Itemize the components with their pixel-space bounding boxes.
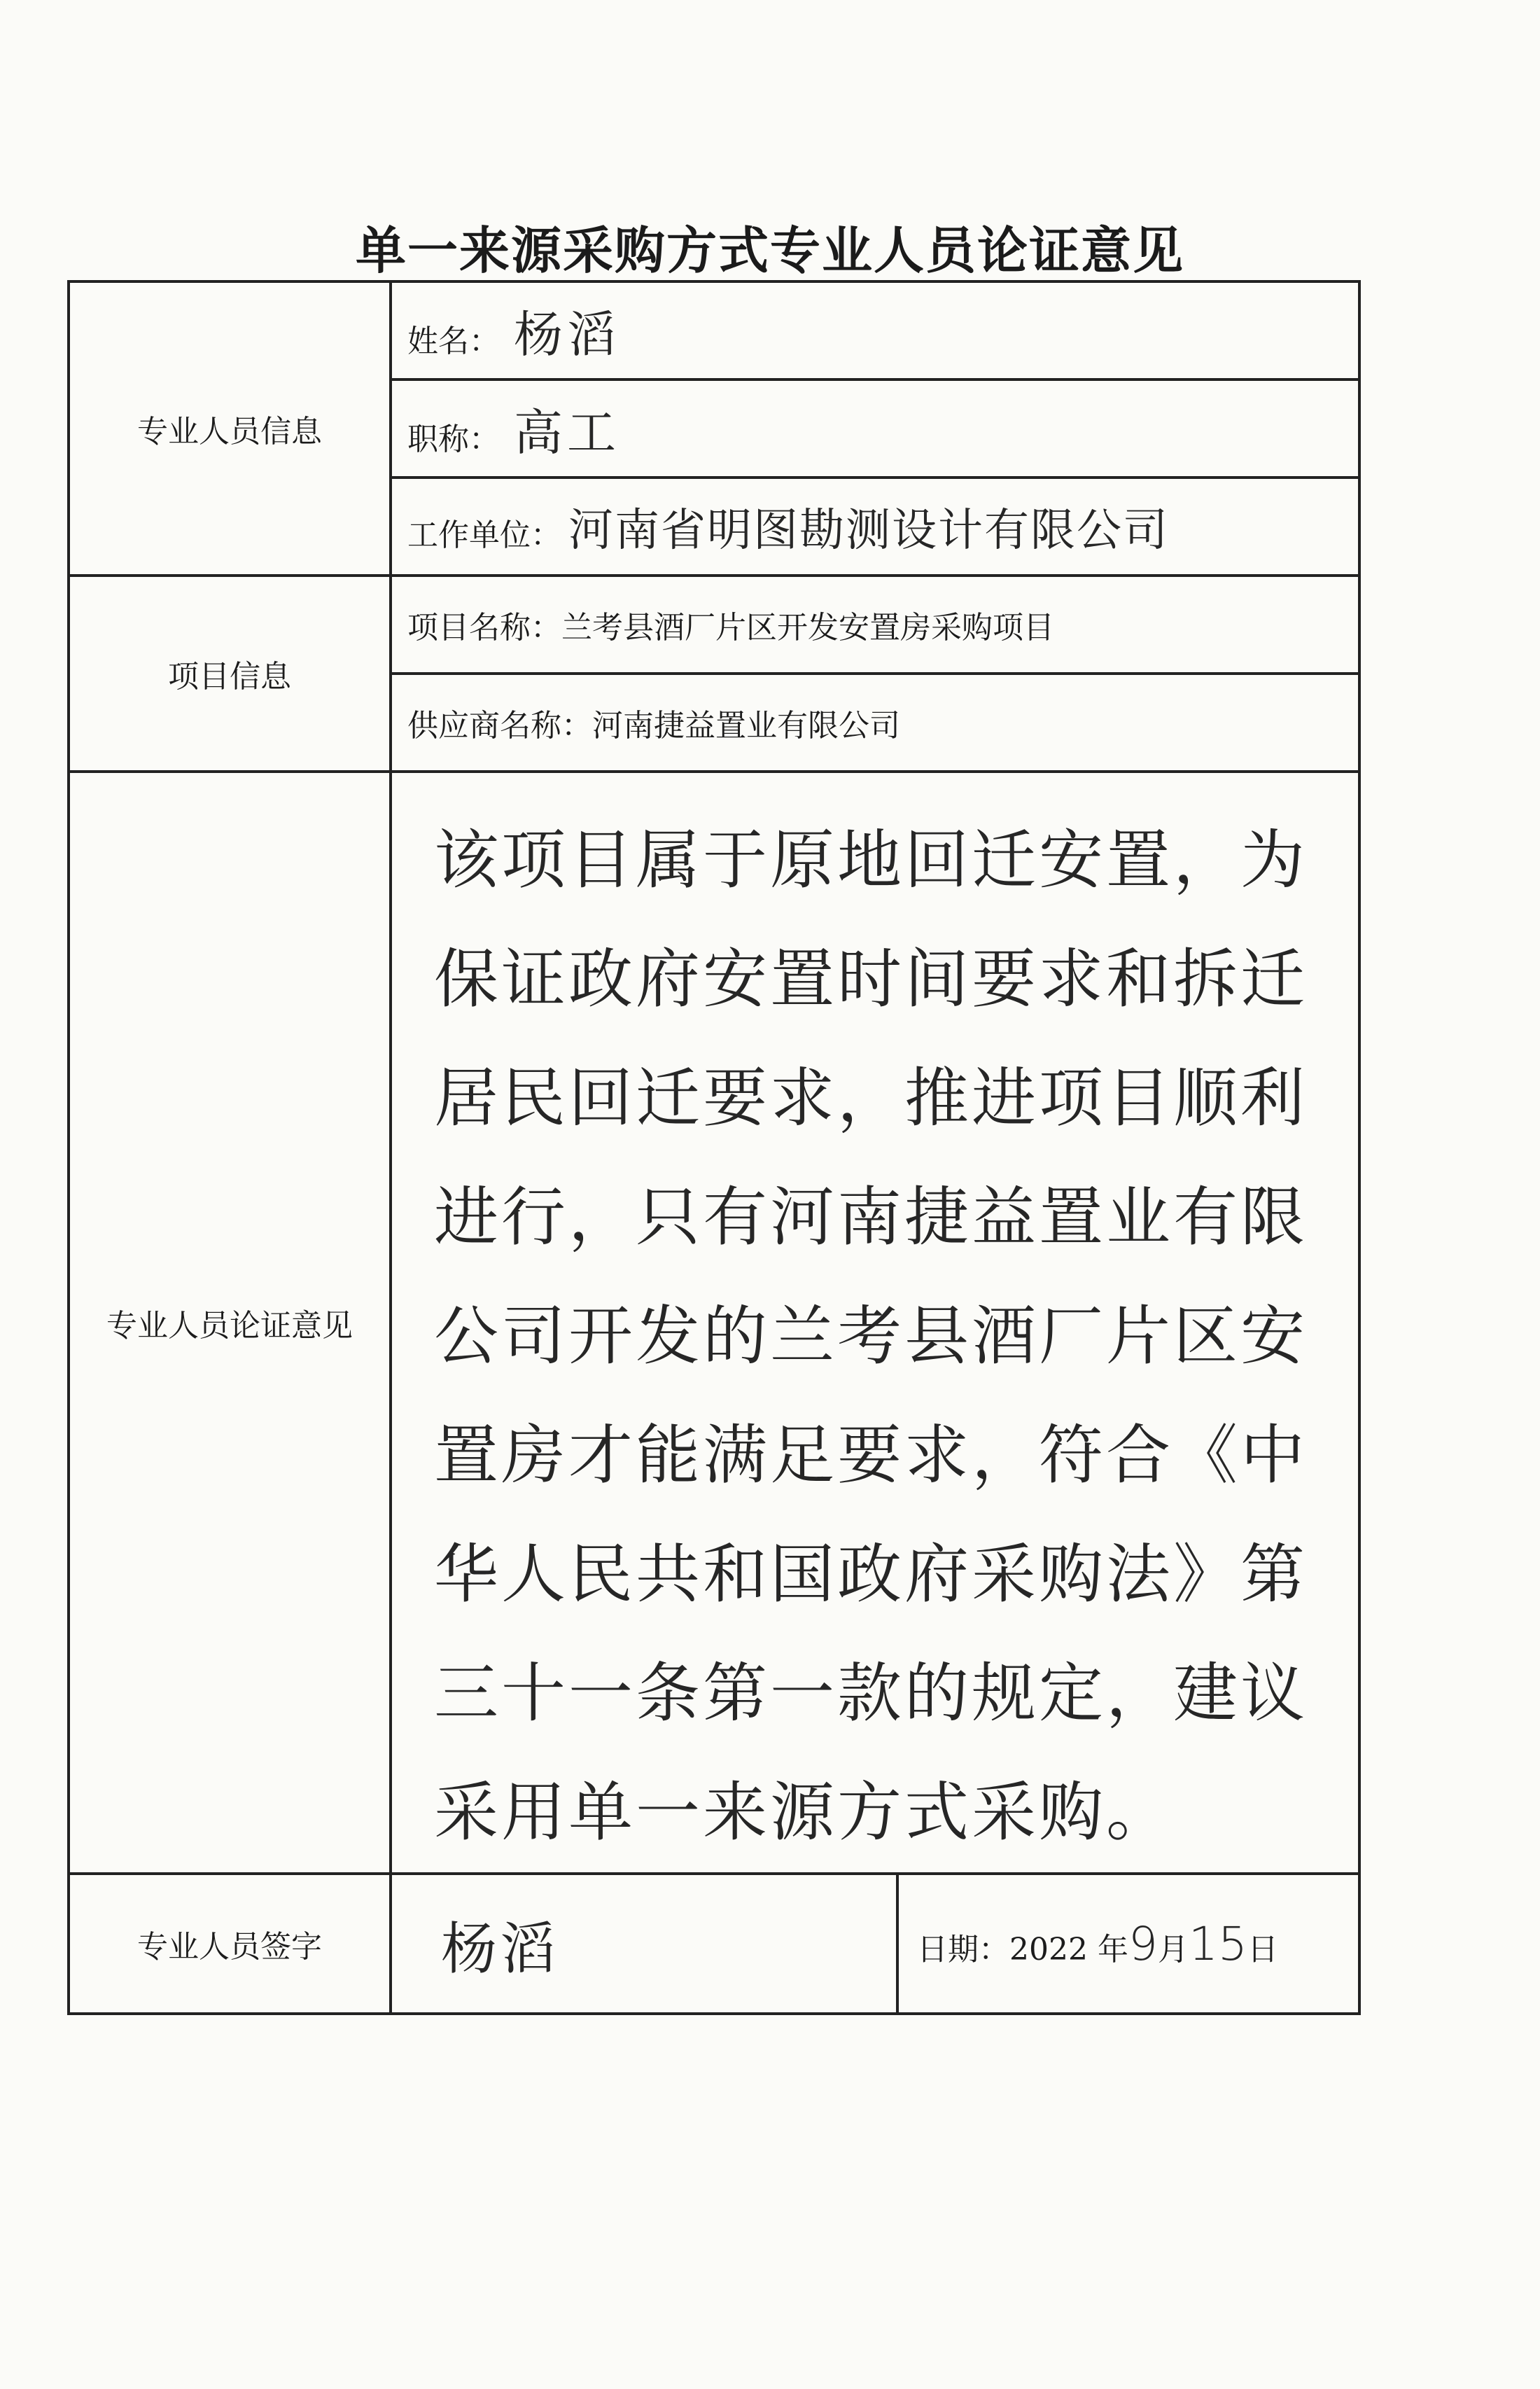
date-cell	[897, 1874, 1359, 2014]
supplier-row	[391, 674, 1359, 772]
date-day: 15	[1188, 1916, 1247, 1971]
signature-cell	[391, 1874, 897, 2014]
opinion-label: 专业人员论证意见	[69, 772, 391, 1874]
title-label: 职称：	[407, 421, 500, 457]
opinion-form-table	[67, 280, 1361, 2015]
opinion-text: 该项目属于原地回迁安置，为保证政府安置时间要求和拆迁居民回迁要求，推进项目顺利进行，只有河南捷益置业有限公司开发的兰考县酒厂片区安置房才能满足要求，符合《中华人民共和国政府采购法》第三十一条第一款的规定，建议采用单一来源方式采购。	[434, 823, 1308, 1850]
supplier-label: 供应商名称：	[407, 708, 592, 744]
date-label: 日期：	[917, 1931, 1009, 1967]
project-name-value: 兰考县酒厂片区开发安置房采购项目	[561, 610, 1054, 646]
employer-value: 河南省明图勘测设计有限公司	[568, 505, 1169, 557]
supplier-value: 河南捷益置业有限公司	[592, 708, 900, 744]
title-row	[391, 379, 1359, 478]
date-month: 9	[1128, 1916, 1158, 1971]
date-year-unit: 年	[1097, 1931, 1128, 1967]
signature-label: 专业人员签字	[69, 1874, 391, 2014]
title-value: 高工	[514, 403, 620, 461]
professional-info-label: 专业人员信息	[69, 281, 391, 576]
opinion-cell	[391, 772, 1359, 1874]
project-name-row	[391, 576, 1359, 674]
project-name-label: 项目名称：	[407, 610, 561, 646]
page-title: 单一来源采购方式专业人员论证意见	[355, 221, 1184, 280]
name-row	[391, 281, 1359, 379]
name-label: 姓名：	[407, 323, 500, 359]
name-value: 杨滔	[514, 305, 620, 363]
date-day-unit: 日	[1247, 1931, 1278, 1967]
date-year: 2022	[1009, 1931, 1088, 1967]
signature-value: 杨滔	[441, 1916, 559, 1981]
date-month-unit: 月	[1157, 1931, 1189, 1967]
employer-row	[391, 478, 1359, 576]
project-info-label: 项目信息	[69, 576, 391, 772]
employer-label: 工作单位：	[407, 517, 561, 553]
